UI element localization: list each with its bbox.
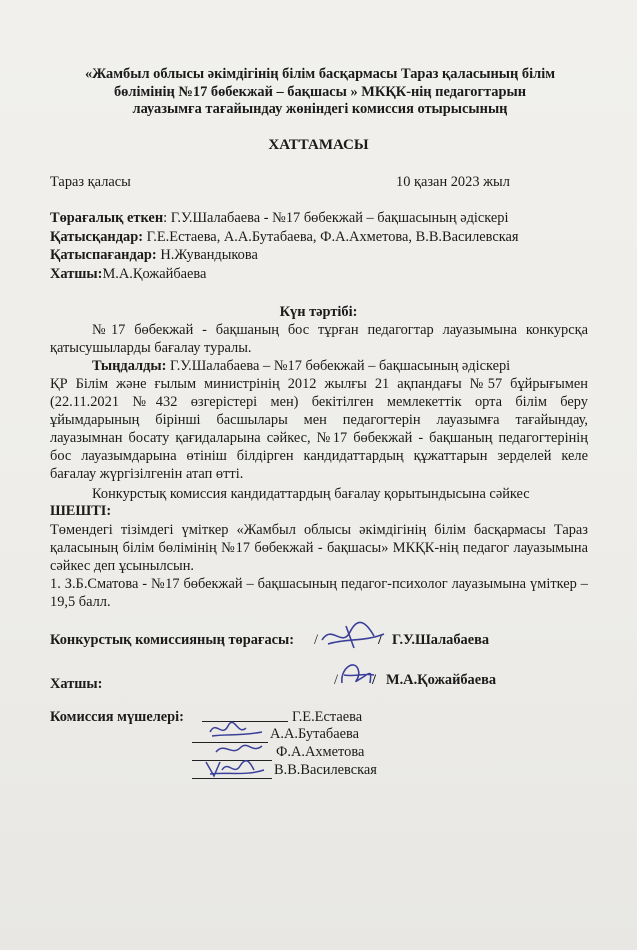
document-title: [40, 66, 600, 119]
heard-paragraph: [50, 357, 588, 483]
sig-secretary-label: Хатшы:: [50, 676, 103, 692]
conclusion-text: Конкурстық комиссия кандидаттардың бағалау қорытындысына сәйкес: [92, 486, 530, 502]
attendance-block: [50, 209, 610, 283]
secretary-label: Хатшы:: [50, 265, 103, 282]
sig-secretary-slash: /: [334, 672, 338, 688]
member-name-4: В.В.Василевская: [274, 762, 377, 778]
member-name-2: А.А.Бутабаева: [270, 726, 360, 742]
decision-text: Төмендегі тізімдегі үміткер «Жамбыл облысы әкімдігінің білім басқармасы Тараз қаласының білім бөлімінің №17 бөбекжай - бақшасы» МКҚК-нің педагог лауазымына сәйкес деп ұсынылсын.: [50, 522, 588, 574]
candidate-line: 1. З.Б.Сматова - №17 бөбекжай – бақшасының педагог-психолог лауазымына үміткер – 19,5 балл.: [50, 576, 588, 610]
title-line-3: лауазымға тағайындау жөніндегі комиссия отырысының: [132, 101, 508, 117]
sig-secretary-name: М.А.Қожайбаева: [386, 672, 497, 688]
absent-label: Қатыспағандар:: [50, 247, 157, 263]
secretary-line: [50, 265, 610, 284]
secretary-value: М.А.Қожайбаева: [102, 265, 207, 282]
date: 10 қазан 2023 жыл: [396, 174, 510, 190]
sig-chair-label: Конкурстық комиссияның төрағасы:: [50, 632, 295, 648]
agenda-text: №17 бөбекжай - бақшаның бос тұрған педагогтар лауазымына конкурсқа қатысушыларды бағалау туралы.: [50, 322, 588, 356]
heard-label: Тыңдалды:: [92, 358, 167, 374]
protocol-heading: ХАТТАМАСЫ: [268, 137, 369, 153]
sig-chair-slash: /: [314, 632, 318, 648]
absent-value: Н.Жувандыкова: [156, 247, 258, 263]
decided-heading: ШЕШТІ:: [50, 503, 112, 519]
member-name-1: Г.Е.Естаева: [292, 709, 363, 725]
participants-value: Г.Е.Естаева, А.А.Бутабаева, Ф.А.Ахметова, В.В.Василевская: [143, 228, 519, 245]
heard-body: ҚР Білім және ғылым министрінің 2012 жылғы 21 ақпандағы №57 бұйрығымен (22.11.2021 №432 өзгерістері мен) бекітілген мемлекеттік орта білім беру ұйымдарының бірінші басшылары мен педагогтерін лауазымға тағайындау, лауазымнан босату қағидаларына сәйкес, №17 бөбекжай - бақшаның педагогтерінің бос лауазымдарына өтініш білдірген кандидаттардың құжаттарын зерделей келе бағалау жүргізілгенін атап өтті.: [50, 376, 588, 482]
chair-label: Төрағалық еткен: [50, 210, 164, 226]
member-signature-4: [202, 754, 268, 782]
chair-line: [50, 209, 610, 228]
title-line-1: «Жамбыл облысы әкімдігінің білім басқармасы Тараз қаласының білім: [84, 66, 556, 82]
sig-secretary-slash-2: /: [372, 672, 376, 688]
absent-line: [50, 246, 610, 265]
members-label: Комиссия мүшелері:: [50, 709, 184, 725]
title-line-2: бөлімінің №17 бөбекжай – бақшасы » МКҚК-нің педагогтарын: [113, 83, 527, 100]
sig-chair-slash-2: /: [378, 632, 382, 648]
participants-line: [50, 228, 610, 247]
member-name-3: Ф.А.Ахметова: [276, 744, 365, 760]
agenda-heading: Күн тәртібі:: [279, 304, 358, 320]
secretary-signature: [336, 655, 376, 691]
sig-chair-name: Г.У.Шалабаева: [392, 632, 490, 648]
city: Тараз қаласы: [50, 174, 131, 190]
chair-value: : Г.У.Шалабаева - №17 бөбекжай – бақшасының әдіскері: [163, 210, 509, 226]
heard-first-line: [50, 357, 588, 375]
chair-signature: [318, 618, 388, 654]
participants-label: Қатысқандар:: [50, 228, 143, 245]
heard-first: Г.У.Шалабаева – №17 бөбекжай – бақшасының әдіскері: [166, 358, 511, 374]
